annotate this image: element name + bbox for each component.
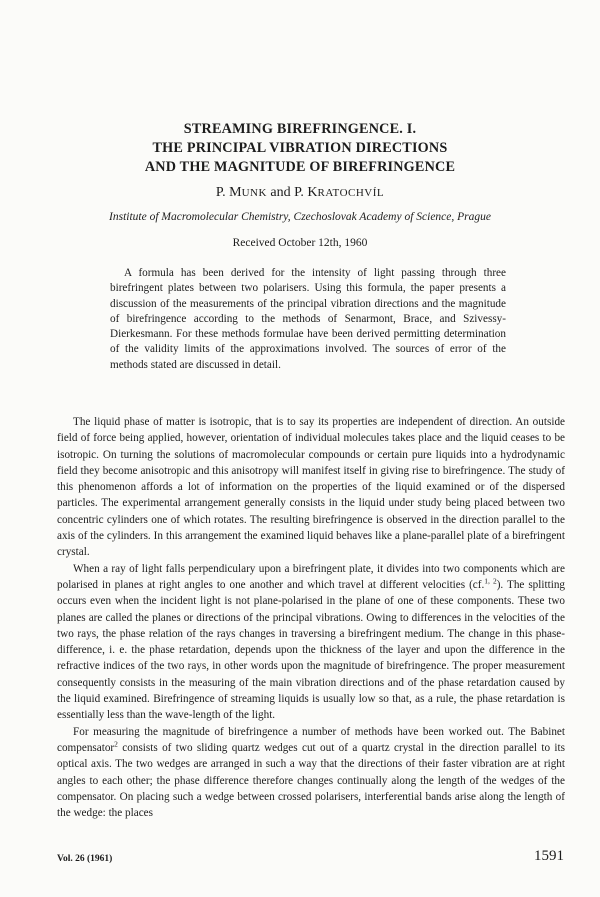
paragraph-2-text-b: ). The splitting occurs even when the incident light is not plane-polarised in the plane of one of these components. These two planes are called the planes or directions of the principal vibrations. Owing to differences in the velocities of the two rays, the phase relation of the rays changes in traversing a birefringent medium. The change in this phase-difference, i. e. the phase retardation, depends upon the thickness of the layer and upon the difference in the refractive indices of the two rays, in other words upon the magnitude of birefringence. The proper measurement consequently consists in the measuring of the main vibration directions and of the phase retardation caused by the liquid examined. Birefringence of streaming liquids is usually low so that, as a rule, the phase retardation is essentially less than the wave-length of the light. xyxy=(57,578,566,722)
paragraph-2-text-a: When a ray of light falls perpendiculary upon a birefringent plate, it divides into two components which are polarised in planes at right angles to one another and which travel at different velocities (cf. xyxy=(57,562,565,591)
paragraph-3 xyxy=(57,724,565,822)
author-1-initial: P. M xyxy=(215,185,242,200)
page-number: 1591 xyxy=(534,848,564,864)
affiliation: Institute of Macromolecular Chemistry, Czechoslovak Academy of Science, Prague xyxy=(109,211,491,223)
paragraph-3-text-a: For measuring the magnitude of birefringence a number of methods have been worked out. The Babinet compensator xyxy=(57,725,565,754)
author-1-rest: UNK xyxy=(241,187,267,199)
paragraph-1: The liquid phase of matter is isotropic, that is to say its properties are independent of direction. An outside field of force being applied, however, orientation of individual molecules takes place and the liquid ceases to be isotropic. On turning the solutions of macromolecular compounds or certain pure liquids into a hydrodynamic field they become anisotropic and this anisotropy will manifest itself in giving rise to birefringence. The study of this phenomenon affords a lot of information on the properties of the liquid examined or of the dispersed particles. The experimental arrangement generally consists in the liquid under study being placed between two concentric cylinders one of which rotates. The resulting birefringence is observed in the direction parallel to the axis of the cylinders. In this arrangement the examined liquid behaves like a plane-parallel plate of a birefringent crystal. xyxy=(57,416,565,559)
paragraph-3-text-b: consists of two sliding quartz wedges cut out of a quartz crystal in the direction parallel to its optical axis. The two wedges are arranged in such a way that the directions of their faster vibration are at right angles to each other; the phase difference therefore changes continually along the length of the wedges of the compensator. On placing such a wedge between crossed polarisers, interferential bands arise along the length of the wedge: the places xyxy=(57,741,565,820)
title-line-3: AND THE MAGNITUDE OF BIREFRINGENCE xyxy=(144,159,456,175)
article-title xyxy=(0,120,600,177)
title-line-2: THE PRINCIPAL VIBRATION DIRECTIONS xyxy=(152,140,448,156)
author-2-initial: P. K xyxy=(294,185,318,200)
body-text xyxy=(57,414,565,821)
paragraph-2 xyxy=(57,561,565,724)
authors xyxy=(0,184,600,202)
abstract: A formula has been derived for the intensity of light passing through three birefringent plates between two polarisers. Using this formula, the paper presents a discussion of the measurements of the principal vibration directions and the magnitude of birefringence according to the methods of Senarmont, Brace, and Szivessy-Dierkesmann. For these methods formulae have been derived permitting determination of the validity limits of the approximations involved. The sources of error of the methods stated are discussed in detail. xyxy=(110,267,506,371)
received-date: Received October 12th, 1960 xyxy=(232,237,368,249)
authors-and: and xyxy=(266,185,295,200)
citation-2: 2 xyxy=(114,739,118,749)
author-2-rest: RATOCHVÍL xyxy=(317,187,385,199)
volume-label: Vol. 26 (1961) xyxy=(57,854,113,864)
citation-1-2: 1, 2 xyxy=(484,576,497,586)
title-line-1: STREAMING BIREFRINGENCE. I. xyxy=(183,121,417,137)
